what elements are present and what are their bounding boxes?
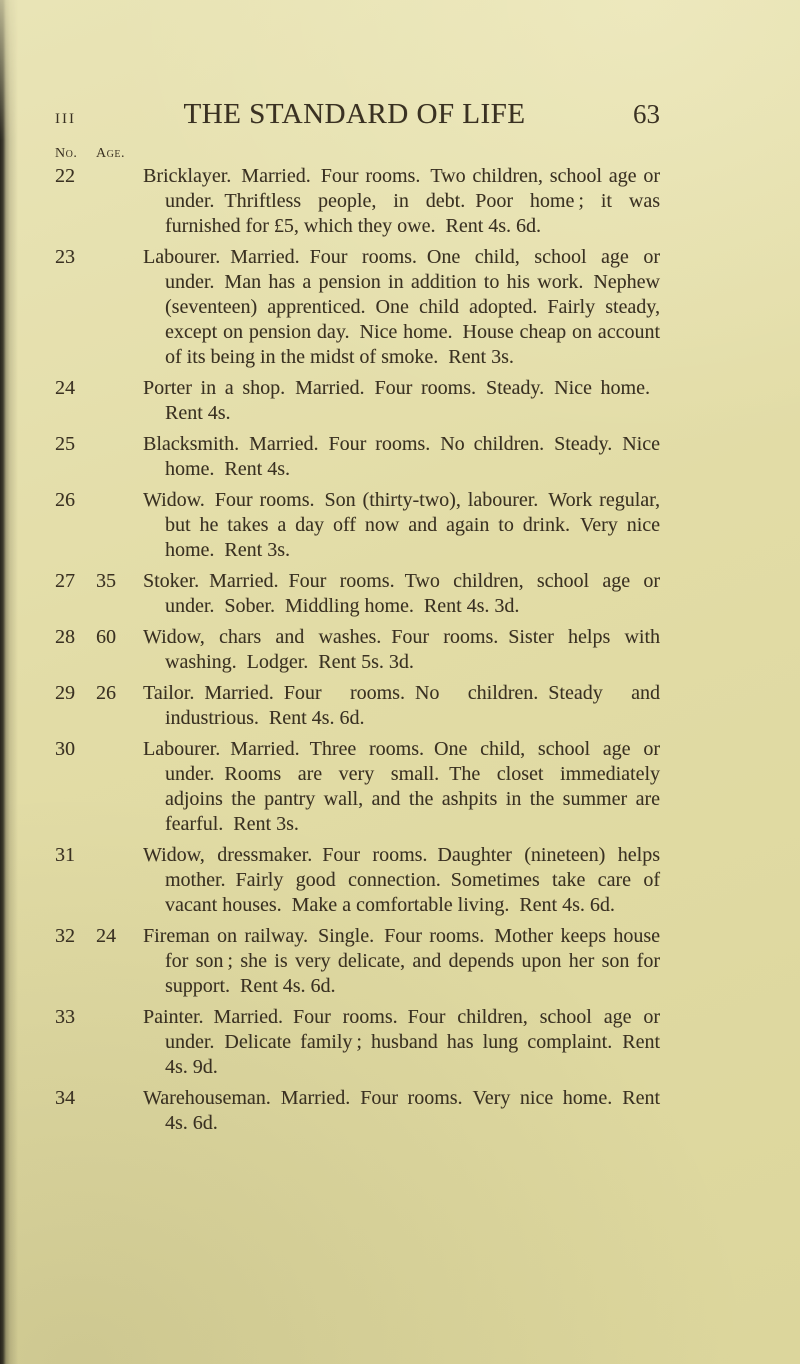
page-title: THE STANDARD OF LIFE — [183, 98, 526, 130]
case-entry — [55, 924, 660, 999]
case-entry — [55, 1086, 660, 1136]
case-age: 60 — [96, 626, 116, 648]
case-description: Stoker. Married. Four rooms. Two children, school age or under. Sober. Middling home. Rent 4s. 3d. — [143, 570, 660, 617]
case-number: 24 — [55, 377, 75, 399]
case-number: 32 — [55, 925, 75, 947]
case-description: Bricklayer. Married. Four rooms. Two children, school age or under. Thriftless people, in debt. Poor home ; it was furnished for £5, which they owe. Rent 4s. 6d. — [143, 165, 660, 237]
case-entry — [55, 625, 660, 675]
case-age: 26 — [96, 682, 116, 704]
book-gutter-edge — [0, 0, 18, 1364]
case-number: 28 — [55, 626, 75, 648]
case-entry — [55, 488, 660, 563]
case-age: 24 — [96, 925, 116, 947]
case-entry — [55, 1005, 660, 1080]
case-number: 29 — [55, 682, 75, 704]
case-number: 23 — [55, 246, 75, 268]
case-entry — [55, 681, 660, 731]
case-entry — [55, 376, 660, 426]
chapter-numeral: III — [55, 111, 76, 127]
case-entry — [55, 245, 660, 370]
case-number: 22 — [55, 165, 75, 187]
case-entry — [55, 569, 660, 619]
column-header-age: Age. — [96, 146, 125, 161]
case-entry — [55, 737, 660, 837]
case-entry — [55, 843, 660, 918]
case-description: Warehouseman. Married. Four rooms. Very nice home. Rent 4s. 6d. — [143, 1087, 660, 1134]
column-header-no: No. — [55, 146, 78, 161]
case-description: Widow, chars and washes. Four rooms. Sister helps with washing. Lodger. Rent 5s. 3d. — [143, 626, 660, 673]
case-description: Labourer. Married. Four rooms. One child, school age or under. Man has a pension in addition to his work. Nephew (seventeen) apprenticed. One child adopted. Fairly steady, except on pension day. Nice home. House cheap on account of its being in the midst of smoke. Rent 3s. — [143, 246, 660, 368]
page-number: 63 — [633, 99, 660, 129]
case-description: Fireman on railway. Single. Four rooms. Mother keeps house for son ; she is very delicate, and depends upon her son for support. Rent 4s. 6d. — [143, 925, 660, 997]
case-number: 34 — [55, 1087, 75, 1109]
case-entry — [55, 432, 660, 482]
case-list — [55, 164, 660, 1142]
case-age: 35 — [96, 570, 116, 592]
case-number: 27 — [55, 570, 75, 592]
case-description: Widow, dressmaker. Four rooms. Daughter (nineteen) helps mother. Fairly good connection. Sometimes take care of vacant houses. Make a comfortable living. Rent 4s. 6d. — [143, 844, 660, 916]
case-description: Widow. Four rooms. Son (thirty-two), labourer. Work regular, but he takes a day off now and again to drink. Very nice home. Rent 3s. — [143, 489, 660, 561]
running-head — [55, 100, 660, 129]
case-description: Labourer. Married. Three rooms. One child, school age or under. Rooms are very small. The closet immediately adjoins the pantry wall, and the ashpits in the summer are fearful. Rent 3s. — [143, 738, 660, 835]
case-description: Tailor. Married. Four rooms. No children. Steady and industrious. Rent 4s. 6d. — [143, 682, 660, 729]
case-number: 31 — [55, 844, 75, 866]
case-number: 26 — [55, 489, 75, 511]
case-description: Blacksmith. Married. Four rooms. No children. Steady. Nice home. Rent 4s. — [143, 433, 660, 480]
case-number: 33 — [55, 1006, 75, 1028]
case-entry — [55, 164, 660, 239]
case-number: 25 — [55, 433, 75, 455]
case-number: 30 — [55, 738, 75, 760]
case-description: Porter in a shop. Married. Four rooms. Steady. Nice home. Rent 4s. — [143, 377, 660, 424]
case-description: Painter. Married. Four rooms. Four children, school age or under. Delicate family ; husband has lung complaint. Rent 4s. 9d. — [143, 1006, 660, 1078]
